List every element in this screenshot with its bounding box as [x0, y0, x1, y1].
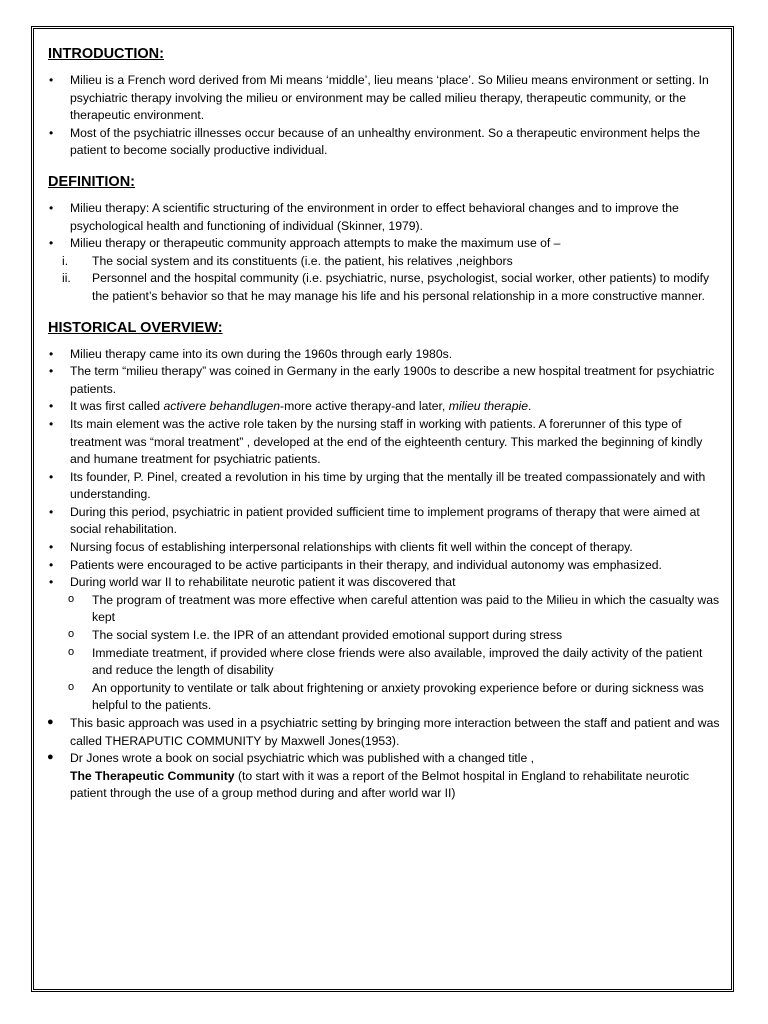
list-item	[46, 270, 722, 305]
introduction-heading: INTRODUCTION:	[48, 46, 164, 62]
list-item	[46, 750, 722, 803]
document-body	[46, 40, 722, 803]
definition-heading: DEFINITION:	[48, 173, 135, 190]
list-item: • Milieu therapy came into its own during the 1960s through early 1980s.	[46, 346, 722, 364]
definition-sublist	[46, 253, 722, 306]
list-item-text: The social system and its constituents (i.e. the patient, his relatives ,neighbors	[92, 253, 513, 268]
text-run: -more active therapy-and later,	[280, 399, 449, 414]
list-item: o The program of treatment was more effective when careful attention was paid to the Milieu in which the casualty was kept	[46, 592, 722, 627]
list-item: • Most of the psychiatric illnesses occur because of an unhealthy environment. So a therapeutic environment helps the patient to become socially productive individual.	[46, 125, 722, 160]
list-item	[46, 235, 722, 253]
list-item-text: Milieu therapy or therapeutic community approach attempts to make the maximum use of –	[70, 236, 561, 251]
list-item: • During this period, psychiatric in patient provided sufficient time to implement programs of therapy that were aimed at social rehabilitation.	[46, 504, 722, 539]
list-item: • Its main element was the active role taken by the nursing staff in working with patients. A forerunner of this type of treatment was “moral treatment” , developed at the end of the eighteenth century. This marked the beginning of kindly and humane treatment for psychiatric patients.	[46, 416, 722, 469]
list-item	[46, 253, 722, 271]
historical-list-continued	[46, 715, 722, 803]
text-run: It was first called	[70, 399, 164, 414]
list-item: • Milieu therapy: A scientific structuring of the environment in order to effect behavioral changes and to improve the psychological health and functioning of individual (Skinner, 1979).	[46, 200, 722, 235]
historical-overview-heading: HISTORICAL OVERVIEW:	[48, 319, 223, 336]
list-item: • Nursing focus of establishing interpersonal relationships with clients fit well within the concept of therapy.	[46, 539, 722, 557]
list-item: • Its founder, P. Pinel, created a revolution in his time by urging that the mentally ill be treated compassionately and with understanding.	[46, 469, 722, 504]
list-item: • Patients were encouraged to be active participants in their therapy, and individual autonomy was emphasized.	[46, 557, 722, 575]
list-number: i.	[62, 253, 69, 268]
list-item: • The term “milieu therapy” was coined in Germany in the early 1900s to describe a new hospital treatment for psychiatric patients.	[46, 363, 722, 398]
italic-term: activere behandlugen	[163, 399, 281, 414]
list-item: ● This basic approach was used in a psychiatric setting by bringing more interaction between the staff and patient and was called THERAPUTIC COMMUNITY by Maxwell Jones(1953).	[46, 715, 722, 750]
list-item-text: During world war II to rehabilitate neurotic patient it was discovered that	[70, 575, 456, 590]
italic-term: milieu therapie	[448, 399, 528, 414]
ww2-sublist	[46, 592, 722, 715]
list-item: o Immediate treatment, if provided where close friends were also available, improved the daily activity of the patient and reduce the length of disability	[46, 645, 722, 680]
text-run: (to start with it was a report of the Belmot hospital in England to rehabilitate neurotic patient through the use of a group method during and after world war II)	[70, 768, 690, 801]
historical-list	[46, 346, 722, 592]
text-run: .	[527, 399, 532, 414]
text-run: Dr Jones wrote a book on social psychiatric which was published with a changed title ,	[70, 751, 535, 766]
introduction-list	[46, 72, 722, 160]
list-item	[46, 398, 722, 416]
definition-list	[46, 200, 722, 253]
list-item: • Milieu is a French word derived from Mi means ‘middle’, lieu means ‘place’. So Milieu means environment or setting. In psychiatric therapy involving the milieu or environment may be called milieu therapy, therapeutic community, or the therapeutic environment.	[46, 72, 722, 125]
list-item: o An opportunity to ventilate or talk about frightening or anxiety provoking experience before or during sickness was helpful to the patients.	[46, 680, 722, 715]
list-item-text: Personnel and the hospital community (i.e. psychiatric, nurse, psychologist, social worker, other patients) to modify the patient’s behavior so that he may manage his life and his personal relationship in a more constructive manner.	[92, 271, 710, 303]
list-item: o The social system I.e. the IPR of an attendant provided emotional support during stress	[46, 627, 722, 645]
book-title: The Therapeutic Community	[70, 768, 235, 783]
list-item	[46, 574, 722, 592]
list-number: ii.	[62, 271, 71, 286]
